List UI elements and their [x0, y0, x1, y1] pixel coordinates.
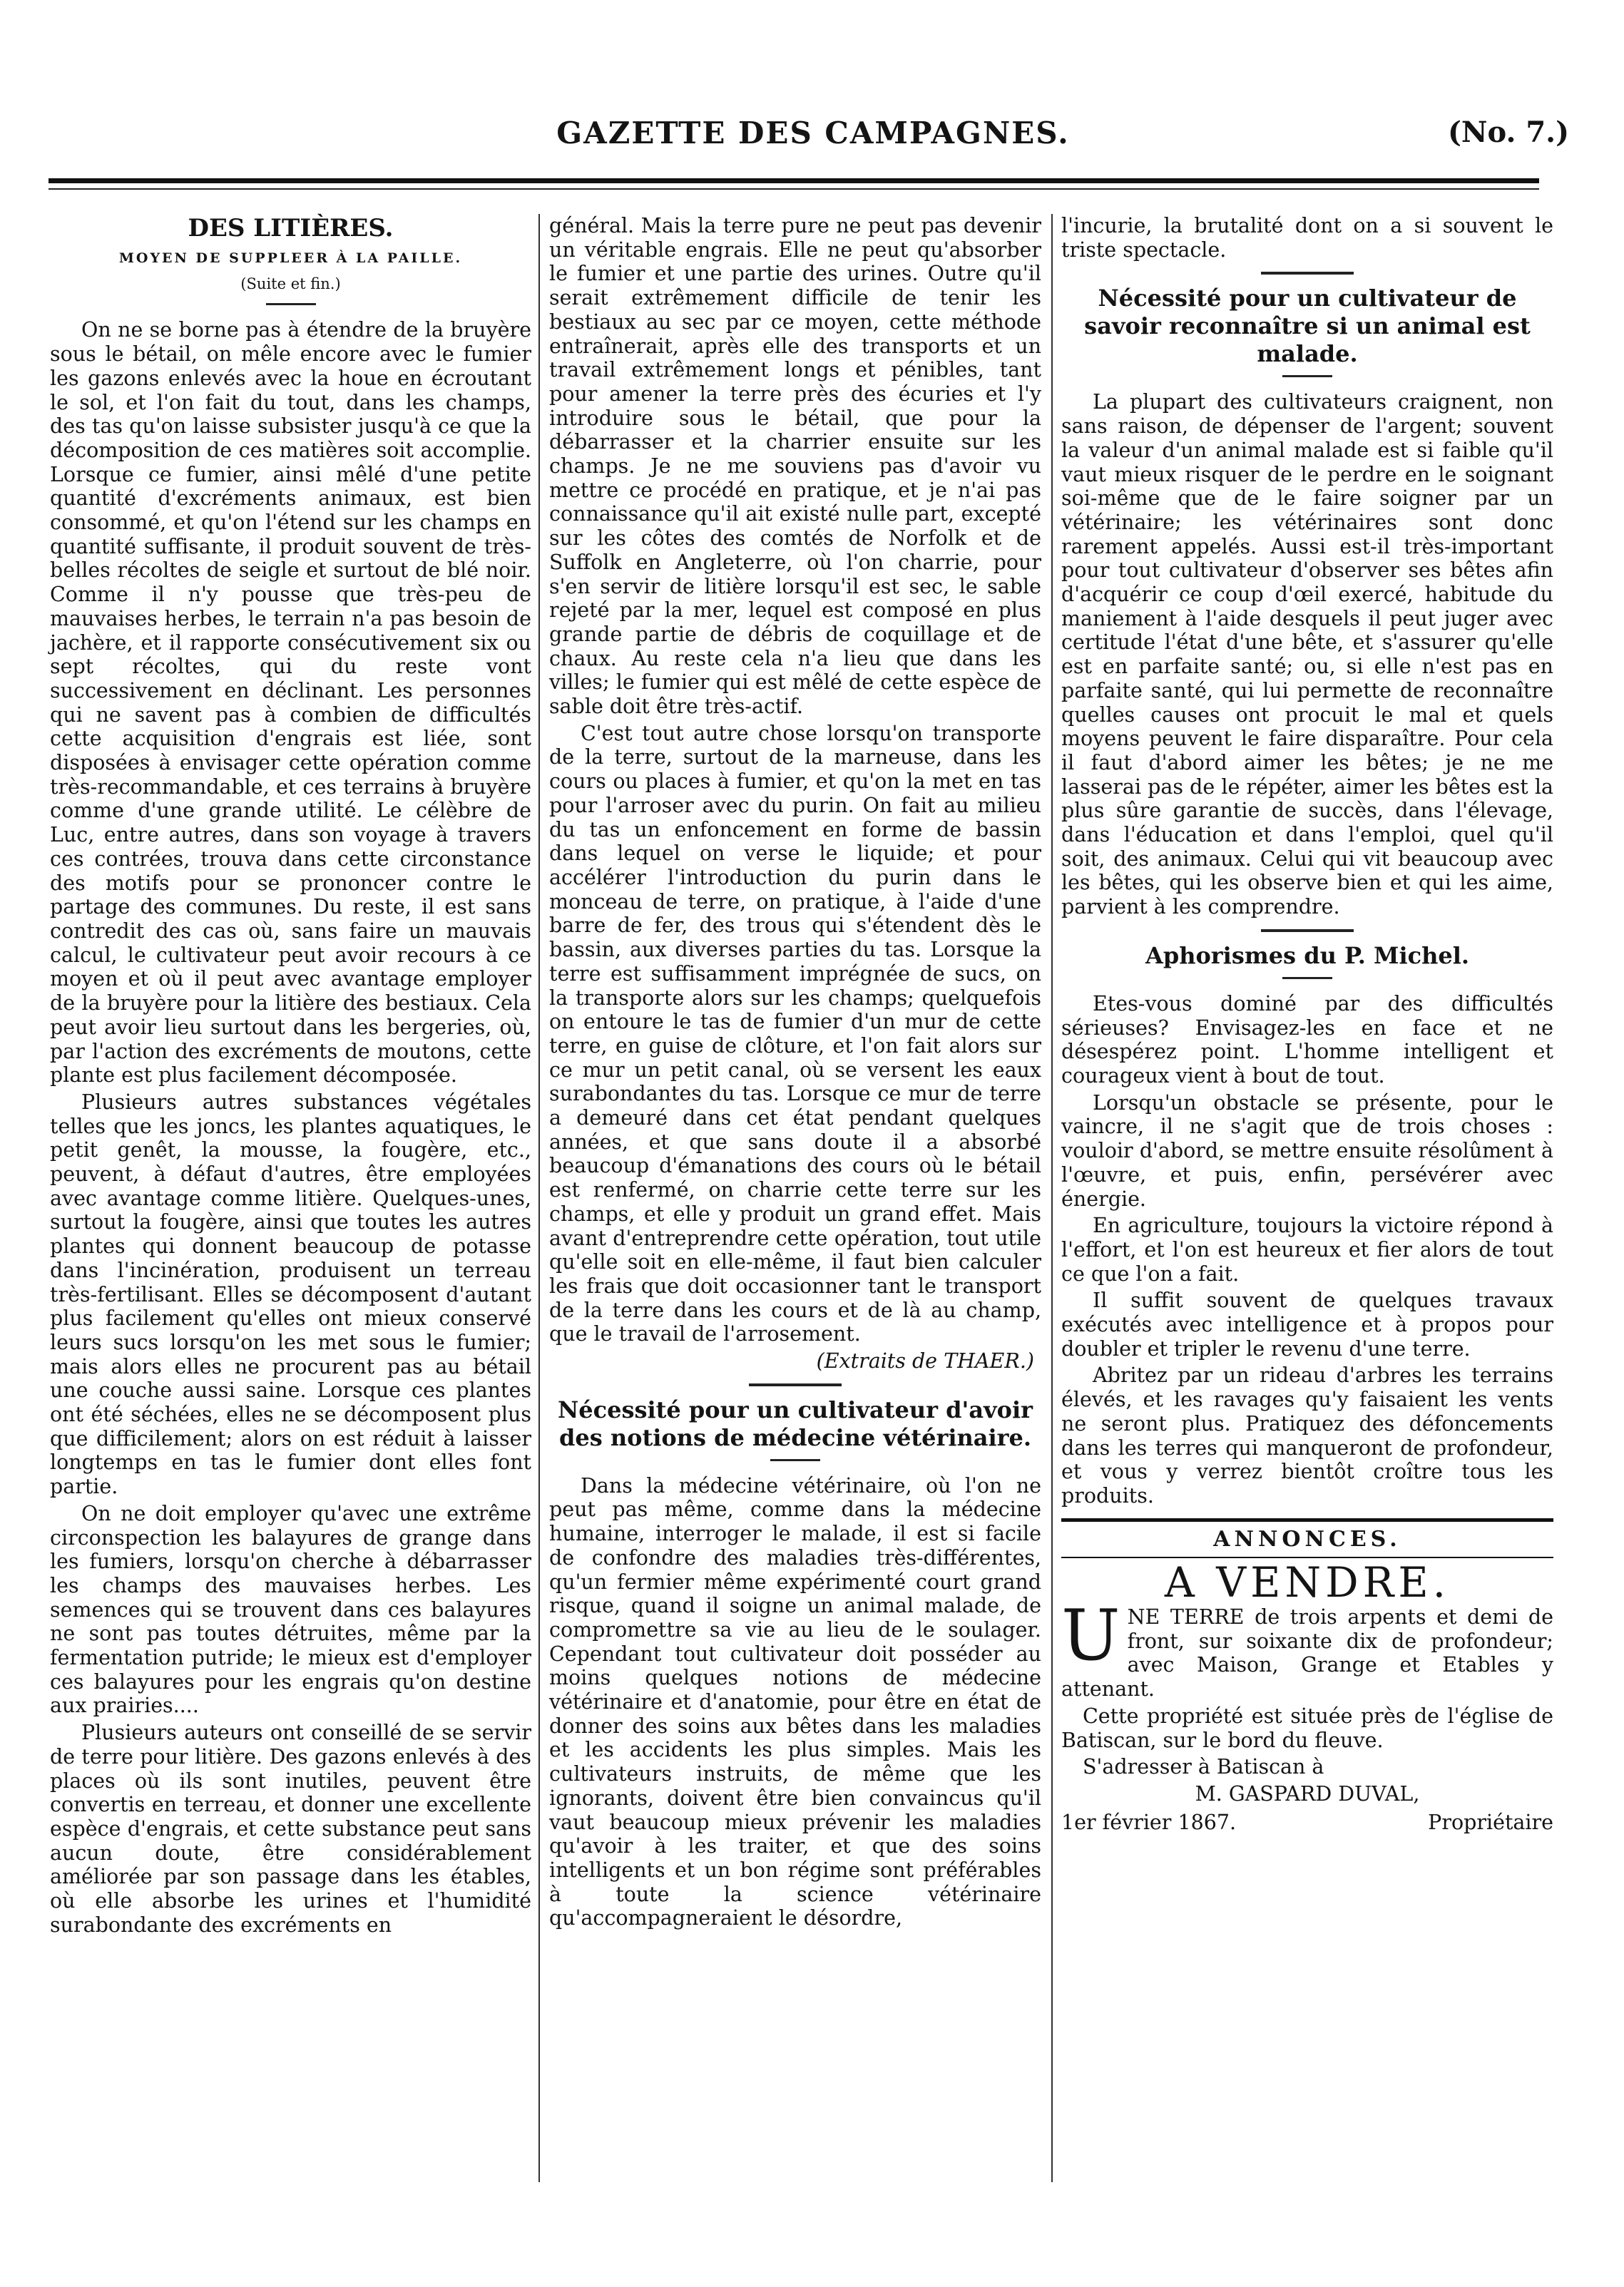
article-note: (Suite et fin.)	[240, 275, 341, 292]
ad-name: M. GASPARD DUVAL,	[1195, 1781, 1420, 1806]
classified-ad	[1061, 1595, 1553, 1834]
paragraph: On ne se borne pas à étendre de la bruyère sous le bétail, on mêle encore avec le fumier les gazons enlevés avec la houe en écroutant le sol, et l'on fait du tout, dans les champs, des tas qu'on laisse subsister jusqu'à ce que la décomposition de ces matières soit accomplie. Lorsque ce fumier, ainsi mêlé d'une petite quantité d'excréments animaux, est bien consommé, et qu'on l'étend sur les champs en quantité suffisante, il produit souvent de très-belles récoltes de seigle et surtout de blé noir. Comme il n'y pousse que très-peu de mauvaises herbes, le terrain n'a pas besoin de jachère, et il rapporte consécutivement six ou sept récoltes, qui du reste vont successivement en déclinant. Les personnes qui ne savent pas à combien de difficultés cette acquisition d'engrais est liée, sont disposées à envisager cette opération comme très-recommandable, et ces terrains à bruyère comme d'une grande utilité. Le célèbre de Luc, entre autres, dans son voyage à travers ces contrées, trouva dans cette circonstance des motifs pour se prononcer contre le partage des communes. Du reste, il est sans contredit des cas où, sans faire un mauvais calcul, le cultivateur peut avoir recours à ce moyen et où il peut avec avantage employer de la bruyère pour la litière des bestiaux. Cela peut avoir lieu surtout dans les bergeries, où, par l'action des excréments de moutons, cette plante est plus facilement décomposée.	[50, 318, 531, 1088]
paragraph: En agriculture, toujours la victoire répond à l'effort, et l'on est heureux et fier alors de tout ce que l'on a fait.	[1061, 1214, 1553, 1286]
paragraph: Lorsqu'un obstacle se présente, pour le vaincre, il ne s'agit que de trois choses : vouloir d'abord, se mettre ensuite résolûment à l'œuvre, et puis, enfin, persévérer avec énergie.	[1061, 1090, 1553, 1211]
section-title-aphorismes: Aphorismes du P. Michel.	[1145, 941, 1470, 969]
ad-signature-line	[1061, 1811, 1553, 1835]
divider	[1261, 929, 1354, 932]
divider	[266, 303, 316, 305]
ad-body: NE TERRE de trois arpents et demi de front, sur soixante dix de profondeur; avec Maison, Grange et Etables y attenant.	[1061, 1605, 1553, 1702]
column-divider	[538, 214, 540, 2182]
divider	[749, 1383, 842, 1386]
divider	[1282, 977, 1332, 979]
column-divider	[1051, 214, 1053, 2182]
paragraph: l'incurie, la brutalité dont on a si souvent le triste spectacle.	[1061, 214, 1553, 262]
header-rule-thick	[48, 178, 1539, 183]
dropcap: U	[1061, 1595, 1120, 1677]
divider	[1282, 375, 1332, 377]
annonces-header: ANNONCES.	[1061, 1518, 1553, 1559]
header-rule-thin	[48, 188, 1539, 190]
paragraph: C'est tout autre chose lorsqu'on transporte de la terre, surtout de la marneuse, dans les cours ou places à fumier, et qu'on la met en tas pour l'arroser avec du purin. On fait au milieu du tas un enfoncement en forme de bassin dans lequel on verse le liquide; et pour accélérer l'introduction du purin dans le monceau de terre, on pratique, à l'aide d'une barre de fer, des trous qui s'étendent dès le bassin, aux diverses parties du tas. Lorsque la terre est suffisamment imprégnée de sucs, on la transporte alors sur les champs; quelquefois on entoure le tas de fumier d'un mur de cette terre, en guise de clôture, et l'on fait alors sur ce mur un petit canal, où se versent les eaux surabondantes du tas. Lorsque ce mur de terre a demeuré dans cet état pendant quelques années, et que sans doute il a absorbé beaucoup d'émanations des cours où le bétail est renfermé, on charrie cette terre sur les champs, et elle y produit un grand effet. Mais avant d'entreprendre cette opération, tout utile qu'elle soit en elle-même, il faut bien calculer les frais que doit occasionner tant le transport de la terre dans les cours et de là au champ, que le travail de l'arrosement.	[549, 721, 1041, 1346]
paragraph: Plusieurs autres substances végétales telles que les joncs, les plantes aquatiques, le petit genêt, la mousse, la fougère, etc., peuvent, à défaut d'autres, être employées avec avantage comme litière. Quelques-unes, surtout la fougère, ainsi que toutes les autres plantes qui donnent beaucoup de potasse dans l'incinération, produisent un terreau très-fertilisant. Elles se décomposent d'autant plus facilement qu'elles ont mieux conservé leurs sucs lorsqu'on les met sous le fumier; mais alors elles ne procurent pas au bétail une couche aussi saine. Lorsque ces plantes ont été séchées, elles ne se décomposent plus que difficilement; alors on est réduit à laisser longtemps en tas le fumier dont elles font partie.	[50, 1090, 531, 1499]
paragraph: Plusieurs auteurs ont conseillé de se servir de terre pour litière. Des gazons enlevés à des places où ils sont inutiles, peuvent être convertis en terreau, et donner une excellente espèce d'engrais, et cette substance peut sans aucun doute, être considérablement améliorée par son passage dans les étables, où elle absorbe les urines et l'humidité surabondante des excréments en	[50, 1721, 531, 1937]
section-title-malade: Nécessité pour un cultivateur de savoir reconnaître si un animal est malade.	[1084, 285, 1531, 368]
ad-role: Propriétaire	[1428, 1810, 1553, 1834]
a-vendre-title: A VENDRE.	[1164, 1558, 1451, 1607]
ad-location: Cette propriété est située près de l'église de Batiscan, sur le bord du fleuve.	[1061, 1704, 1553, 1752]
paragraph: La plupart des cultivateurs craignent, non sans raison, de dépenser de l'argent; souvent la valeur d'un animal malade est si faible qu'il vaut mieux risquer de le perdre en le soignant soi-même que de le faire soigner par un vétérinaire; les vétérinaires sont donc rarement appelés. Aussi est-il très-important pour tout cultivateur d'observer ses bêtes afin d'acquérir ce coup d'œil exercé, habitude du maniement à l'aide desquels il peut juger avec certitude l'état d'une bête, et s'assurer qu'elle est en parfaite santé; ou, si elle n'est pas en parfaite santé, qui lui permette de reconnaître quelles causes ont procuit le mal et quels moyens peuvent le faire disparaître. Pour cela il faut d'abord aimer les bêtes; je ne me lasserai pas de le répéter, aimer les bêtes est la plus sûre garantie de succès, dans l'élevage, dans l'éducation et dans l'emploi, quel qu'il soit, des animaux. Celui qui vit beaucoup avec les bêtes, qui les observe bien et qui les aime, parvient à les comprendre.	[1061, 390, 1553, 919]
ad-contact: S'adresser à Batiscan à	[1083, 1755, 1324, 1779]
article-subtitle: MOYEN DE SUPPLEER À LA PAILLE.	[118, 250, 463, 266]
masthead	[43, 107, 1583, 157]
section-title-medecine: Nécessité pour un cultivateur d'avoir des notions de médecine vétérinaire.	[557, 1396, 1033, 1451]
paragraph: général. Mais la terre pure ne peut pas devenir un véritable engrais. Elle ne peut qu'absorber le fumier et une partie des urines. Outre qu'il serait extrêmement difficile de tenir les bestiaux au sec par ce moyen, cette méthode entraînerait, après elle des transports et un travail extrêmement longs et pénibles, tant pour amener la terre près des écuries et l'y introduire sous le bétail, que pour la débarrasser et la charrier ensuite sur les champs. Je ne me souviens pas d'avoir vu mettre ce procédé en pratique, et je n'ai pas connaissance qu'il ait existé nulle part, excepté sur les côtes des comtés de Norfolk et de Suffolk en Angleterre, où l'on charrie, pour s'en servir de litière lorsqu'il est sec, le sable rejeté par la mer, lequel est composé en plus grande partie de débris de coquillage et de chaux. Au reste cela n'a lieu que dans les villes; le fumier qui est mêlé de cette espèce de sable doit être très-actif.	[549, 214, 1041, 719]
paragraph: On ne doit employer qu'avec une extrême circonspection les balayures de grange dans les fumiers, lorsqu'on cherche à débarrasser les champs des mauvaises herbes. Les semences qui se trouvent dans ces balayures ne sont pas toutes détruites, même par la fermentation putride; le mieux est d'employer ces balayures pour les engrais qu'on destine aux prairies....	[50, 1501, 531, 1718]
paragraph: Il suffit souvent de quelques travaux exécutés avec intelligence et à propos pour doubler et tripler le revenu d'une terre.	[1061, 1289, 1553, 1361]
ad-date: 1er février 1867.	[1061, 1810, 1237, 1834]
paragraph: Abritez par un rideau d'arbres les terrains élevés, et les ravages qu'y faisaient les vents ne seront plus. Pratiquez des défoncements dans les terres qui manqueront de profondeur, et vous y verrez bientôt croître tous les produits.	[1061, 1363, 1553, 1508]
column-1	[50, 214, 531, 1940]
article-signature: (Extraits de THAER.)	[816, 1349, 1034, 1373]
article-title-litieres: DES LITIÈRES.	[188, 214, 394, 242]
divider	[770, 1459, 820, 1461]
paragraph: Dans la médecine vétérinaire, où l'on ne peut pas même, comme dans la médecine humaine, interroger le malade, il est si facile de confondre des maladies très-différentes, qu'un fermier même expérimenté court grand risque, quand il soigne un animal malade, de compromettre sa vie au lieu de le soulager. Cependant tout cultivateur doit posséder au moins quelques notions de médecine vétérinaire et d'anatomie, pour être en état de donner des soins aux bêtes dans les maladies et les accidents les plus simples. Mais les cultivateurs instruits, de même que les ignorants, doivent être bien convaincus qu'il vaut beaucoup mieux prévenir les maladies qu'avoir à les traiter, et que des soins intelligents et un bon régime sont préférables à toute la science vétérinaire qu'accompagneraient le désordre,	[549, 1473, 1041, 1930]
column-2	[549, 214, 1041, 1933]
issue-number: (No. 7.)	[1448, 116, 1569, 149]
divider	[1261, 272, 1354, 275]
paragraph: Etes-vous dominé par des difficultés sérieuses? Envisagez-les en face et ne désespérez point. L'homme intelligent et courageux vient à bout de tout.	[1061, 991, 1553, 1088]
newspaper-title: GAZETTE DES CAMPAGNES.	[556, 116, 1070, 150]
ad-text	[1061, 1595, 1553, 1702]
column-3	[1061, 214, 1553, 1834]
